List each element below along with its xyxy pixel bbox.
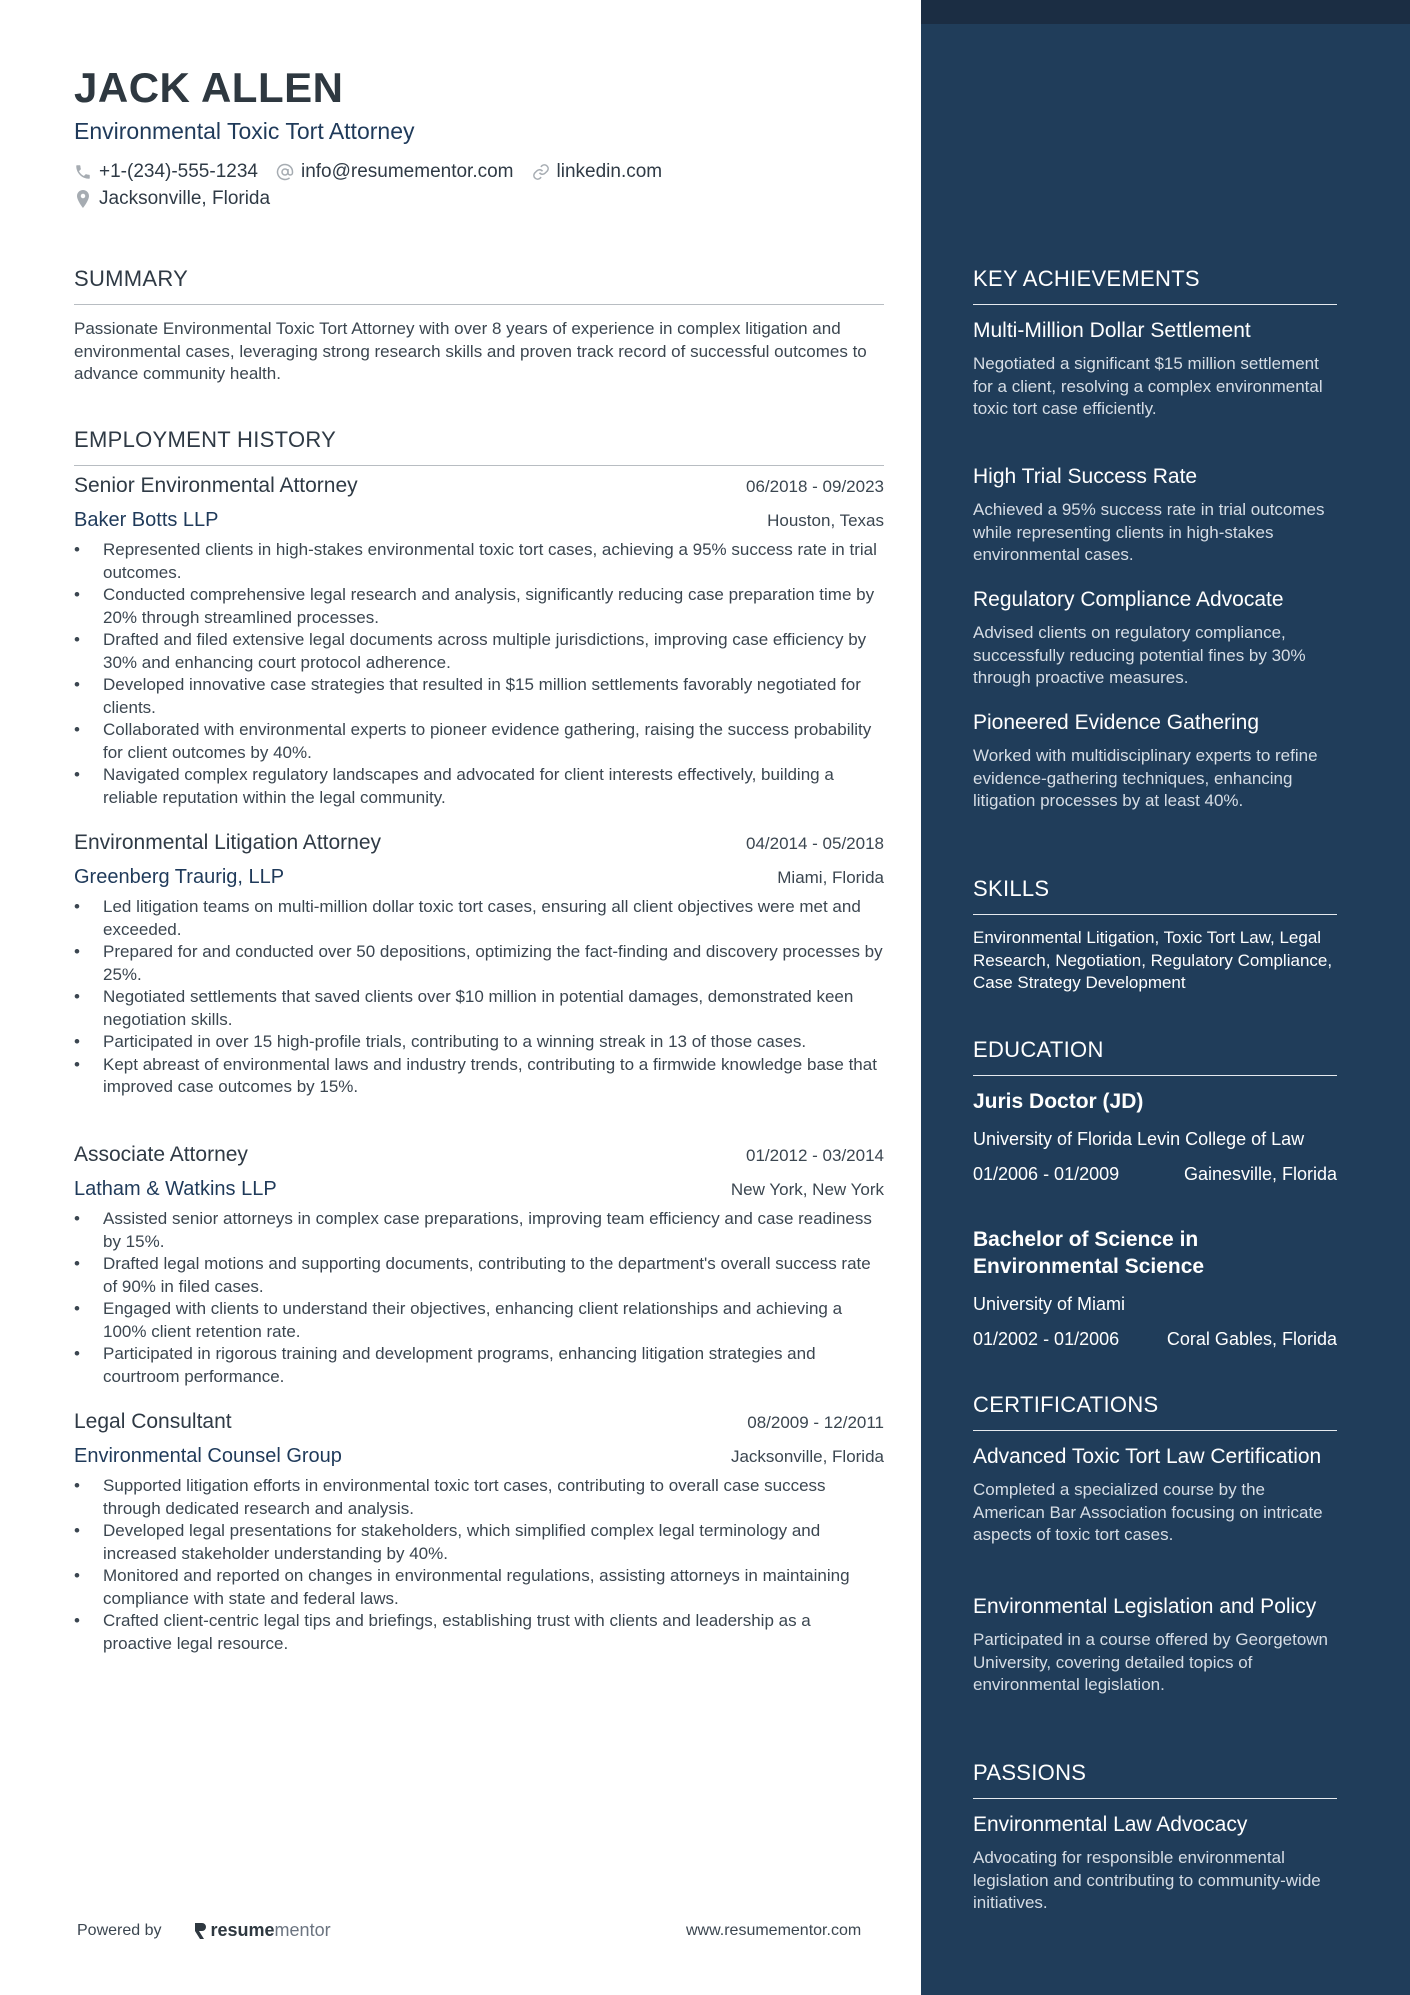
contact-phone: [74, 161, 258, 183]
education-item: [973, 1226, 1337, 1350]
bullet-item: • Developed legal presentations for stakeholders, which simplified complex legal terminology and increased stakeholder understanding by 40%.: [74, 1520, 884, 1565]
job-company: Baker Botts LLP: [74, 509, 219, 531]
contact-location: [74, 188, 270, 210]
bullet-item: • Crafted client-centric legal tips and briefings, establishing trust with clients and leadership as a proactive legal resource.: [74, 1610, 884, 1655]
achievement-desc: Worked with multidisciplinary experts to refine evidence-gathering techniques, enhancing litigation processes by at least 40%.: [973, 746, 1318, 810]
job-bullets: [74, 1208, 884, 1388]
bullet-item: • Led litigation teams on multi-million dollar toxic tort cases, ensuring all client objectives were met and exceeded.: [74, 896, 884, 941]
job-dates: 06/2018 - 09/2023: [745, 477, 884, 496]
job-entry: [74, 831, 884, 1099]
job-bullets: [74, 1475, 884, 1655]
achievement-item: [973, 317, 1337, 421]
bullet-item: • Developed innovative case strategies that resulted in $15 million settlements favorably negotiated for clients.: [74, 674, 884, 719]
job-entry: [74, 1143, 884, 1388]
job-company: Latham & Watkins LLP: [74, 1178, 277, 1200]
passion-heading: Environmental Law Advocacy: [973, 1813, 1248, 1836]
edu-dates: 01/2002 - 01/2006: [973, 1328, 1120, 1349]
job-location: Houston, Texas: [767, 511, 884, 530]
bullet-item: • Prepared for and conducted over 50 depositions, optimizing the fact-finding and discovery processes by 25%.: [74, 941, 884, 986]
bullet-item: • Assisted senior attorneys in complex case preparations, improving team efficiency and case readiness by 15%.: [74, 1208, 884, 1253]
job-company: Environmental Counsel Group: [74, 1445, 342, 1467]
bullet-item: • Conducted comprehensive legal research and analysis, significantly reducing case preparation time by 20% through streamlined processes.: [74, 584, 884, 629]
footer-powered-by: [77, 1920, 331, 1941]
certification-desc: Completed a specialized course by the American Bar Association focusing on intricate aspects of toxic tort cases.: [973, 1480, 1323, 1544]
job-bullets: [74, 539, 884, 809]
job-role: Senior Environmental Attorney: [74, 474, 358, 497]
bullet-item: • Represented clients in high-stakes environmental toxic tort cases, achieving a 95% success rate in trial outcomes.: [74, 539, 884, 584]
job-role: Legal Consultant: [74, 1410, 232, 1433]
job-company: Greenberg Traurig, LLP: [74, 866, 285, 888]
footer-url[interactable]: www.resumementor.com: [686, 1922, 862, 1939]
certification-item: [973, 1443, 1337, 1547]
candidate-title: Environmental Toxic Tort Attorney: [74, 118, 415, 144]
edu-location: Gainesville, Florida: [1183, 1163, 1337, 1184]
contact-row-location: [74, 188, 288, 210]
bullet-item: • Participated in over 15 high-profile trials, contributing to a winning streak in 13 of those cases.: [74, 1031, 884, 1054]
achievement-desc: Advised clients on regulatory compliance, successfully reducing potential fines by 30% through proactive measures.: [973, 623, 1306, 687]
job-dates: 04/2014 - 05/2018: [745, 834, 884, 853]
achievement-heading: High Trial Success Rate: [973, 465, 1198, 488]
contact-linkedin[interactable]: [532, 161, 663, 183]
brand-bold: resume: [210, 1920, 275, 1940]
job-role: Environmental Litigation Attorney: [74, 831, 382, 854]
resumementor-logo-icon: [192, 1921, 208, 1941]
bullet-item: • Navigated complex regulatory landscapes and advocated for client interests effectively, building a reliable reputation within the legal community.: [74, 764, 884, 809]
employment-title: EMPLOYMENT HISTORY: [74, 427, 884, 466]
achievement-heading: Regulatory Compliance Advocate: [973, 588, 1284, 611]
bullet-item: • Supported litigation efforts in environmental toxic tort cases, contributing to overall case success through dedicated research and analysis.: [74, 1475, 884, 1520]
bullet-item: • Negotiated settlements that saved clients over $10 million in potential damages, demonstrated keen negotiation skills.: [74, 986, 884, 1031]
skills-text: Environmental Litigation, Toxic Tort Law, Legal Research, Negotiation, Regulatory Compliance, Case Strategy Development: [973, 928, 1333, 992]
bullet-item: • Kept abreast of environmental laws and industry trends, contributing to a firmwide knowledge base that improved case outcomes by 15%.: [74, 1054, 884, 1099]
phone-icon: [74, 163, 92, 181]
achievement-heading: Pioneered Evidence Gathering: [973, 711, 1260, 734]
achievements-title: KEY ACHIEVEMENTS: [973, 266, 1337, 305]
skills-title: SKILLS: [973, 876, 1337, 915]
bullet-item: • Monitored and reported on changes in environmental regulations, assisting attorneys in maintaining compliance with state and federal laws.: [74, 1565, 884, 1610]
education-title: EDUCATION: [973, 1037, 1337, 1076]
education-item: [973, 1088, 1337, 1185]
email-text: info@resumementor.com: [300, 161, 514, 182]
job-location: Jacksonville, Florida: [730, 1447, 884, 1466]
edu-school: University of Florida Levin College of Law: [973, 1129, 1305, 1149]
edu-degree: Juris Doctor (JD): [973, 1090, 1144, 1113]
location-text: Jacksonville, Florida: [99, 188, 271, 209]
job-dates: 01/2012 - 03/2014: [745, 1146, 884, 1165]
edu-school: University of Miami: [973, 1294, 1126, 1314]
edu-dates: 01/2006 - 01/2009: [973, 1163, 1120, 1184]
certifications-title: CERTIFICATIONS: [973, 1392, 1337, 1431]
job-role: Associate Attorney: [74, 1143, 248, 1166]
job-location: Miami, Florida: [777, 868, 884, 887]
brand-logo[interactable]: [192, 1920, 331, 1941]
job-bullets: [74, 896, 884, 1099]
job-entry: [74, 1410, 884, 1655]
job-entry: [74, 474, 884, 809]
achievement-item: [973, 463, 1337, 567]
sidebar: [921, 0, 1410, 1995]
brand-light: mentor: [274, 1920, 331, 1940]
contact-email[interactable]: [276, 161, 514, 183]
candidate-name: JACK ALLEN: [74, 64, 344, 111]
summary-text: Passionate Environmental Toxic Tort Attorney with over 8 years of experience in complex litigation and environmental cases, leveraging strong research skills and proven track record of successful outcomes to advance community health.: [74, 319, 867, 383]
sidebar-top-bar: [921, 0, 1410, 24]
job-location: New York, New York: [730, 1180, 884, 1199]
link-icon: [532, 163, 550, 181]
certification-item: [973, 1593, 1337, 1697]
powered-by-label: Powered by: [77, 1921, 162, 1939]
linkedin-text: linkedin.com: [556, 161, 663, 182]
bullet-item: • Collaborated with environmental experts to pioneer evidence gathering, raising the success probability for client outcomes by 40%.: [74, 719, 884, 764]
achievement-item: [973, 709, 1337, 813]
map-pin-icon: [74, 189, 92, 209]
passion-desc: Advocating for responsible environmental legislation and contributing to community-wide initiatives.: [973, 1848, 1321, 1912]
job-dates: 08/2009 - 12/2011: [747, 1413, 884, 1432]
phone-text: +1-(234)-555-1234: [99, 161, 258, 182]
edu-degree: Bachelor of Science in Environmental Science: [973, 1228, 1205, 1278]
achievement-heading: Multi-Million Dollar Settlement: [973, 319, 1251, 342]
edu-location: Coral Gables, Florida: [1166, 1328, 1337, 1349]
achievement-item: [973, 586, 1337, 690]
bullet-item: • Engaged with clients to understand their objectives, enhancing client relationships and achieving a 100% client retention rate.: [74, 1298, 884, 1343]
certification-desc: Participated in a course offered by Georgetown University, covering detailed topics of environmental legislation.: [973, 1630, 1329, 1694]
at-sign-icon: [276, 163, 294, 181]
passion-item: [973, 1811, 1337, 1915]
bullet-item: • Drafted and filed extensive legal documents across multiple jurisdictions, improving case efficiency by 30% and enhancing court protocol adherence.: [74, 629, 884, 674]
achievement-desc: Negotiated a significant $15 million settlement for a client, resolving a complex environmental toxic tort case efficiently.: [973, 354, 1323, 418]
certification-heading: Environmental Legislation and Policy: [973, 1595, 1317, 1618]
bullet-item: • Participated in rigorous training and development programs, enhancing litigation strategies and courtroom performance.: [74, 1343, 884, 1388]
passions-title: PASSIONS: [973, 1760, 1337, 1799]
summary-title: SUMMARY: [74, 266, 884, 305]
contact-row: [74, 161, 680, 183]
bullet-item: • Drafted legal motions and supporting documents, contributing to the department's overall success rate of 90% in filed cases.: [74, 1253, 884, 1298]
achievement-desc: Achieved a 95% success rate in trial outcomes while representing clients in high-stakes environmental cases.: [973, 500, 1325, 564]
certification-heading: Advanced Toxic Tort Law Certification: [973, 1445, 1322, 1468]
